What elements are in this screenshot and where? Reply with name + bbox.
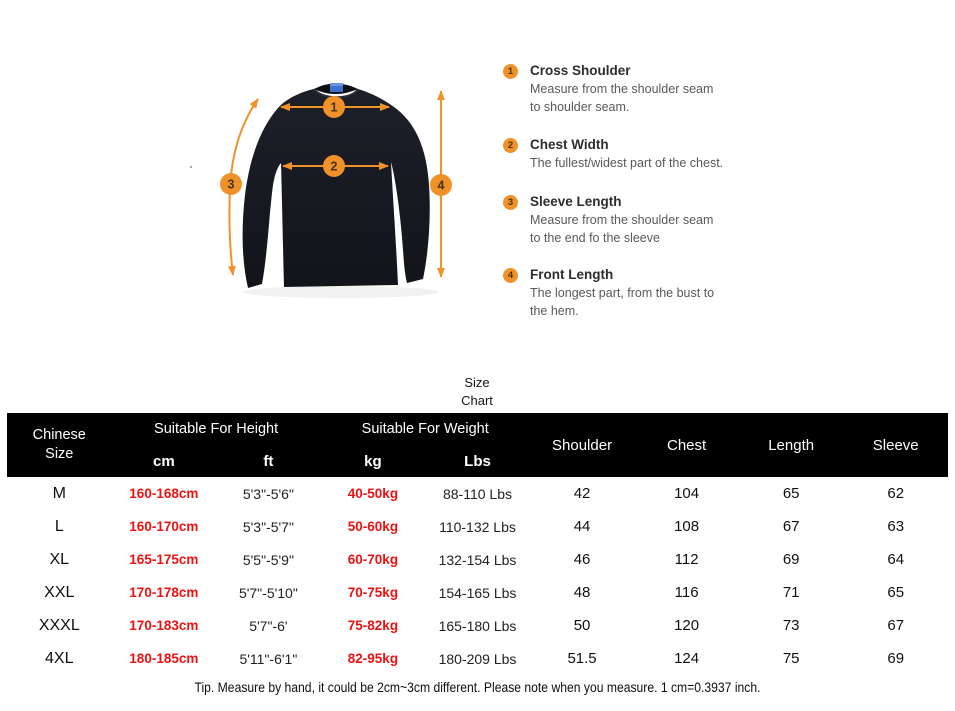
cell-sleeve: 65 [887, 584, 905, 601]
cell-ft: 5'3"-5'7" [242, 518, 294, 535]
guide-item-desc-line: The fullest/widest part of the chest. [530, 156, 724, 170]
cell-shoulder: 50 [573, 617, 591, 634]
cell-cm: 180-185cm [129, 651, 199, 666]
caption-line-1: Size [464, 375, 490, 390]
table-row [7, 477, 948, 510]
cell-size: 4XL [45, 649, 74, 667]
cell-sleeve: 62 [887, 485, 905, 502]
size-table-body [7, 477, 948, 675]
table-row [7, 543, 948, 576]
cell-length: 69 [782, 551, 800, 568]
cell-kg: 75-82kg [347, 618, 399, 633]
cell-sleeve: 64 [887, 551, 905, 568]
guide-item-title: Sleeve Length [530, 194, 622, 209]
cell-kg: 82-95kg [347, 651, 399, 666]
cell-chest: 112 [674, 551, 699, 568]
guide-item-title: Front Length [530, 267, 614, 282]
cell-ft: 5'11"-6'1" [239, 650, 298, 667]
badge-3-label: 3 [227, 177, 235, 192]
cell-cm: 165-175cm [129, 552, 199, 567]
dot-artifact [190, 166, 192, 168]
header-shoulder: Shoulder [552, 436, 613, 454]
cell-size: XXXL [38, 616, 80, 634]
guide-number-badge: 4 [503, 268, 518, 283]
guide-number-badge: 3 [503, 195, 518, 210]
cell-ft: 5'7"-5'10" [238, 584, 298, 601]
cell-ft: 5'3"-5'6" [242, 485, 294, 502]
cell-length: 73 [782, 617, 800, 634]
size-chart-caption [427, 374, 527, 410]
header-chest: Chest [667, 436, 707, 454]
header-unit-cm: cm [152, 452, 175, 470]
cell-ft: 5'5"-5'9" [242, 551, 294, 568]
header-length: Length [768, 436, 815, 454]
guide-item-desc-line: Measure from the shoulder seam [530, 213, 714, 227]
cell-lbs: 154-165 Lbs [438, 584, 517, 601]
cell-sleeve: 69 [887, 650, 905, 667]
shirt-measure-figure [0, 0, 500, 340]
guide-item-chest-width [503, 136, 723, 172]
cell-chest: 120 [674, 617, 700, 634]
guide-item-cross-shoulder [503, 62, 713, 116]
cell-sleeve: 63 [887, 518, 905, 535]
cell-cm: 160-170cm [129, 519, 199, 534]
badge-2-label: 2 [330, 159, 338, 174]
cell-cm: 160-168cm [129, 486, 199, 501]
shirt-shadow [243, 286, 439, 298]
cell-chest: 108 [674, 518, 700, 535]
cell-lbs: 110-132 Lbs [439, 518, 516, 535]
cell-size: XXL [44, 583, 75, 601]
cell-kg: 70-75kg [347, 585, 399, 600]
badge-1-label: 1 [330, 100, 338, 115]
cell-lbs: 132-154 Lbs [438, 551, 517, 568]
guide-item-front-length [503, 266, 714, 320]
guide-item-sleeve-length [503, 193, 713, 247]
table-row [7, 510, 948, 543]
caption-line-2: Chart [461, 393, 493, 408]
table-row [7, 609, 948, 642]
guide-item-desc-line: Measure from the shoulder seam [530, 82, 714, 96]
cell-kg: 40-50kg [347, 486, 399, 501]
measure-tip: Tip. Measure by hand, it could be 2cm~3cm different. Please note when you measure. 1 cm=0.3937 inch. [194, 680, 761, 695]
table-row [7, 576, 948, 609]
header-unit-lbs: Lbs [464, 452, 491, 470]
guide-number-badge: 2 [503, 138, 518, 153]
cell-shoulder: 44 [573, 518, 591, 535]
guide-number-badge: 1 [503, 64, 518, 79]
cell-cm: 170-178cm [129, 585, 199, 600]
guide-item-title: Cross Shoulder [530, 63, 631, 78]
cell-ft: 5'7"-6' [249, 617, 288, 634]
header-chinese-size [7, 413, 112, 477]
header-height-group: Suitable For Height [154, 421, 279, 437]
cell-lbs: 165-180 Lbs [438, 617, 517, 634]
guide-item-title: Chest Width [530, 137, 609, 152]
guide-item-desc-line: to shoulder seam. [530, 100, 630, 114]
cell-shoulder: 42 [573, 485, 591, 502]
cell-length: 67 [782, 518, 800, 535]
cell-shoulder: 46 [573, 551, 591, 568]
header-chinese-size-line2: Size [45, 446, 74, 462]
cell-kg: 60-70kg [347, 552, 399, 567]
header-chinese-size-line1: Chinese [32, 427, 86, 443]
header-weight-group: Suitable For Weight [361, 421, 489, 437]
cell-length: 71 [782, 584, 800, 601]
cell-kg: 50-60kg [347, 519, 399, 534]
cell-shoulder: 51.5 [567, 650, 597, 667]
cell-length: 75 [782, 650, 800, 667]
cell-chest: 116 [674, 584, 699, 601]
header-unit-ft: ft [263, 452, 274, 470]
cell-size: M [52, 484, 66, 502]
cell-size: L [54, 517, 64, 535]
header-unit-kg: kg [364, 452, 382, 470]
header-sleeve: Sleeve [872, 436, 919, 454]
badge-4-label: 4 [437, 178, 445, 193]
cell-lbs: 180-209 Lbs [438, 650, 517, 667]
cell-lbs: 88-110 Lbs [442, 485, 512, 502]
table-row [7, 642, 948, 675]
cell-shoulder: 48 [573, 584, 591, 601]
cell-chest: 124 [674, 650, 700, 667]
cell-sleeve: 67 [887, 617, 905, 634]
guide-item-desc-line: The longest part, from the bust to [530, 286, 715, 300]
size-table-header [7, 413, 948, 477]
cell-size: XL [49, 550, 70, 568]
guide-item-desc-line: to the end fo the sleeve [530, 231, 660, 245]
cell-cm: 170-183cm [129, 618, 199, 633]
cell-length: 65 [782, 485, 800, 502]
guide-item-desc-line: the hem. [530, 304, 579, 318]
cell-chest: 104 [674, 485, 700, 502]
size-table [7, 413, 948, 675]
